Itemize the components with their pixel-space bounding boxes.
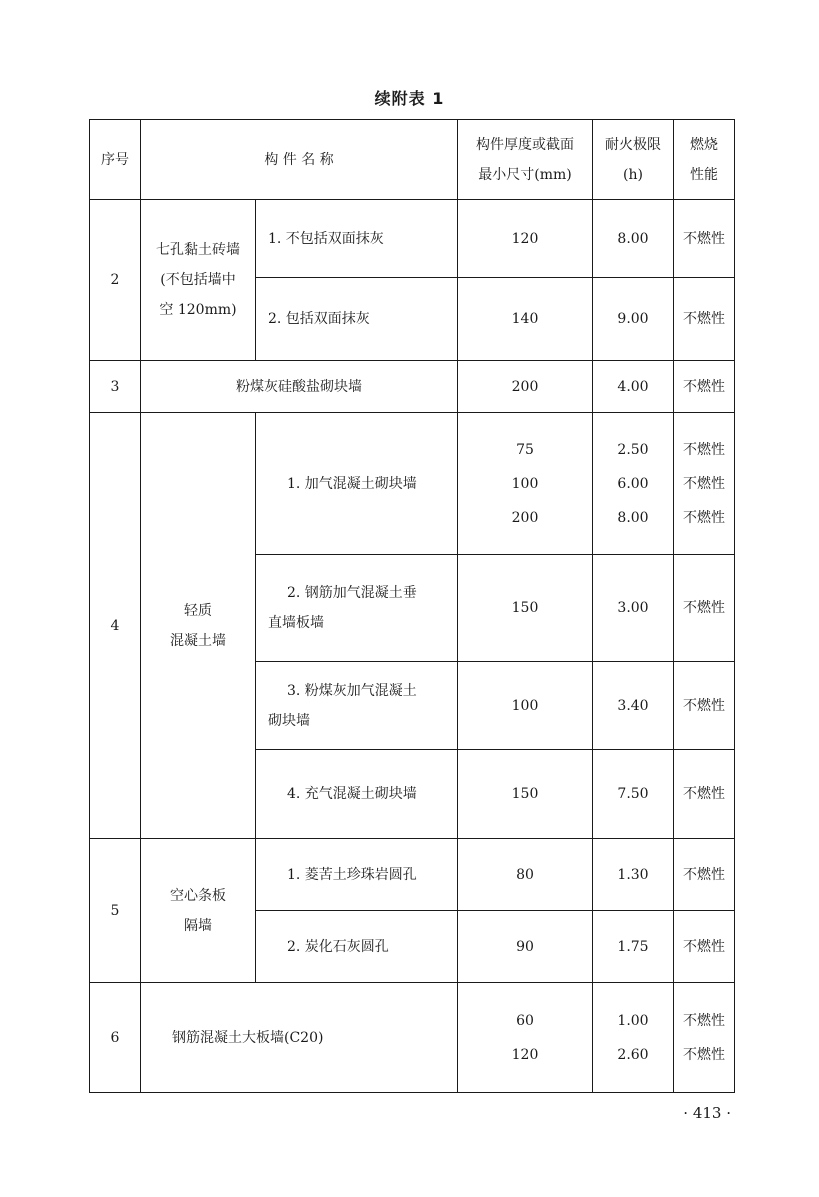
item-thickness: 140 <box>458 278 593 361</box>
thickness-value: 60 <box>516 1012 534 1029</box>
item-name <box>256 662 458 750</box>
item-burn: 不燃性 <box>674 750 735 839</box>
item-name-line2: 砌块墙 <box>268 712 310 729</box>
item-fire: 1.75 <box>593 911 674 983</box>
group-line1: 七孔黏土砖墙 <box>156 242 240 258</box>
item-name-line2: 直墙板墙 <box>268 615 324 631</box>
row-group <box>141 200 256 361</box>
group-line2: 混凝土墙 <box>170 632 226 649</box>
header-name: 构 件 名 称 <box>141 120 458 200</box>
thickness-value: 200 <box>511 509 539 526</box>
header-burn-line2: 性能 <box>690 166 718 183</box>
table-row <box>90 200 735 278</box>
thickness-value: 120 <box>511 1046 539 1063</box>
item-thickness <box>458 983 593 1093</box>
item-name: 粉煤灰硅酸盐砌块墙 <box>141 361 458 413</box>
item-fire <box>593 983 674 1093</box>
row-group <box>141 413 256 839</box>
table-row <box>90 413 735 555</box>
header-thickness <box>458 120 593 200</box>
group-line3: 空 120mm) <box>159 302 237 318</box>
item-burn: 不燃性 <box>674 839 735 911</box>
table-row <box>90 361 735 413</box>
group-line1: 空心条板 <box>170 887 226 904</box>
item-fire: 8.00 <box>593 200 674 278</box>
item-name: 2. 炭化石灰圆孔 <box>256 911 458 983</box>
item-name-line1: 2. 钢筋加气混凝土垂 <box>287 585 417 601</box>
item-burn: 不燃性 <box>674 278 735 361</box>
header-thickness-line1: 构件厚度或截面 <box>476 136 574 153</box>
item-name: 1. 加气混凝土砌块墙 <box>256 413 458 555</box>
burn-value: 不燃性 <box>683 1012 725 1029</box>
header-fire-line1: 耐火极限 <box>605 136 661 153</box>
item-burn: 不燃性 <box>674 911 735 983</box>
burn-value: 不燃性 <box>683 1046 725 1063</box>
thickness-value: 75 <box>516 441 534 458</box>
fire-value: 1.00 <box>617 1012 649 1029</box>
burn-value: 不燃性 <box>683 509 725 526</box>
item-thickness: 90 <box>458 911 593 983</box>
item-fire: 7.50 <box>593 750 674 839</box>
item-name: 4. 充气混凝土砌块墙 <box>256 750 458 839</box>
group-line2: (不包括墙中 <box>160 272 236 288</box>
header-fire-line2: (h) <box>623 166 643 183</box>
thickness-value: 100 <box>511 475 539 492</box>
row-group <box>141 839 256 983</box>
item-name: 2. 包括双面抹灰 <box>256 278 458 361</box>
item-name: 1. 菱苦土珍珠岩圆孔 <box>256 839 458 911</box>
item-name <box>256 555 458 662</box>
fire-value: 2.50 <box>617 441 649 458</box>
item-thickness <box>458 413 593 555</box>
page-number: · 413 · <box>683 1104 731 1122</box>
item-burn: 不燃性 <box>674 200 735 278</box>
fire-resistance-table <box>89 119 735 1093</box>
row-seq: 4 <box>90 413 141 839</box>
header-thickness-line2: 最小尺寸(mm) <box>478 166 572 183</box>
header-fire <box>593 120 674 200</box>
item-thickness: 200 <box>458 361 593 413</box>
fire-value: 8.00 <box>617 509 649 526</box>
header-row <box>90 120 735 200</box>
table-row <box>90 839 735 911</box>
row-seq: 2 <box>90 200 141 361</box>
item-name: 1. 不包括双面抹灰 <box>256 200 458 278</box>
item-burn: 不燃性 <box>674 361 735 413</box>
item-fire: 3.00 <box>593 555 674 662</box>
item-thickness: 100 <box>458 662 593 750</box>
item-name-line1: 3. 粉煤灰加气混凝土 <box>287 682 417 699</box>
item-burn <box>674 413 735 555</box>
item-thickness: 150 <box>458 750 593 839</box>
item-burn: 不燃性 <box>674 662 735 750</box>
item-fire: 9.00 <box>593 278 674 361</box>
item-thickness: 120 <box>458 200 593 278</box>
header-burn <box>674 120 735 200</box>
table-title: 续附表 1 <box>374 89 445 108</box>
row-seq: 3 <box>90 361 141 413</box>
item-burn: 不燃性 <box>674 555 735 662</box>
fire-value: 6.00 <box>617 475 649 492</box>
header-seq: 序号 <box>90 120 141 200</box>
fire-value: 2.60 <box>617 1046 649 1063</box>
item-fire: 4.00 <box>593 361 674 413</box>
row-seq: 5 <box>90 839 141 983</box>
burn-value: 不燃性 <box>683 441 725 458</box>
group-line1: 轻质 <box>184 602 212 619</box>
header-burn-line1: 燃烧 <box>690 136 718 153</box>
group-line2: 隔墙 <box>184 917 212 934</box>
item-fire <box>593 413 674 555</box>
item-fire: 3.40 <box>593 662 674 750</box>
item-burn <box>674 983 735 1093</box>
item-fire: 1.30 <box>593 839 674 911</box>
item-name: 钢筋混凝土大板墙(C20) <box>141 983 458 1093</box>
row-seq: 6 <box>90 983 141 1093</box>
item-thickness: 150 <box>458 555 593 662</box>
table-row <box>90 983 735 1093</box>
burn-value: 不燃性 <box>683 475 725 492</box>
item-thickness: 80 <box>458 839 593 911</box>
